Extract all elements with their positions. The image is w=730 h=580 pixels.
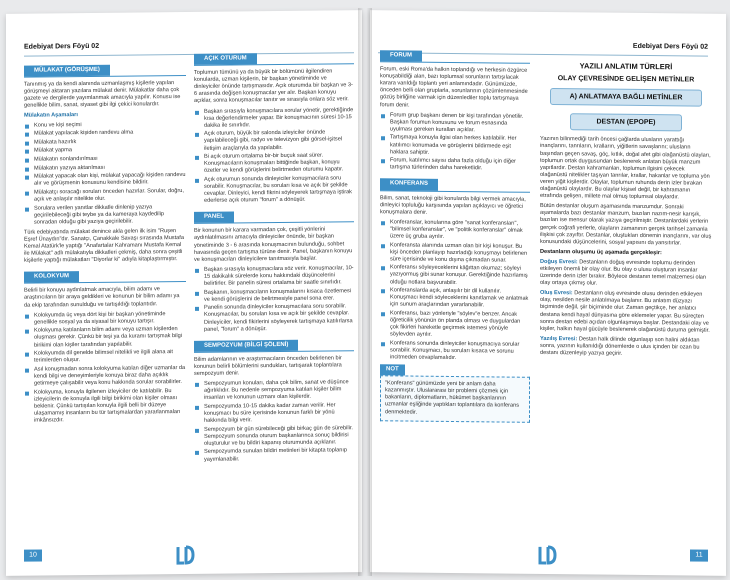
list-item: Tartışmaya konuyla ilgisi olan herkes katılabilir. Her katılımcı konumada ve görüşlerini bildirmede eşit haklara sahiptir. <box>380 135 530 158</box>
stage-3 <box>540 336 712 359</box>
list-item: Konferans sonunda dinleyiciler konuşmacıya sorular sorabilir. Konuşmacı, bu soruları kısaca ve sorunu incitmeden cevaplamalıdır. <box>380 340 530 363</box>
list-item: Sempozyumda sunulan bildiri metinleri bir kitapta toplanıp yayımlanabilir. <box>194 448 354 464</box>
section-tab-mulakat: MÜLAKAT (GÖRÜŞME) <box>24 65 110 77</box>
list-item: Kolokyuma, konuyla ilgilenen izleyiciler de katılabilir. Bu izleyicilerin de konuyla ilgili bilgi birikimi olan kişiler olması beklenir. Çünkü tartışılan konuyla ilgili belli bir düzeye ulaşamamış insanların bu tür tartışmalardan yararlanmaları imkânsızdır. <box>24 388 186 425</box>
note-text: "Konferans" günümüzde yeni bir anlam daha kazanmıştır. Uluslararası bir problemi çözmek için bakanların, diplomatların, hükümet başkanlarının uzmanlar eşliğinde yaptıkları toplantılara da konferans denmektedir. <box>385 380 520 416</box>
forum-intro: Forum, eski Roma'da halkın toplandığı ve herkesin özgürce konuşabildiği alan, bazı toplumsal sorunların tartışılacak karara varıldığı toplantı yeri anlamındadır. Günümüzde, önceden belli olan gruplarla, sorunlarının çözümlenmesinde gözüş birliğine varmak için düzenlediler toplu tartışmaya forum denir. <box>380 66 528 109</box>
stages-heading: Mülakatın Aşamaları <box>24 112 78 120</box>
list-item: Mülakat yapacak olan kişi, mülakat yapacağı kişiden randevu alır ve görüşmenin konusunu kendisine bildirir. <box>24 172 186 188</box>
list-item: Forum, katılımcı sayısı daha fazla olduğu için diğer tartışma türlerinden daha hareketlidir. <box>380 157 530 173</box>
list-item: Konferanslarda açık, anlaşılır bir dil kullanılır. Konuşmacı kendi söyleceklerini kanıtlamak ve anlatmak için sunum araçlarından yararlanabilir. <box>380 287 530 310</box>
left-column-2 <box>194 48 354 466</box>
stage-2-label: Oluş Evresi: <box>540 290 573 297</box>
left-page <box>6 10 362 576</box>
section-tab-panel: PANEL <box>194 212 234 224</box>
right-header: Edebiyat Ders Föyü 02 <box>632 42 708 51</box>
destan-pill: DESTAN (EPOPE) <box>570 114 682 132</box>
sempozyum-list <box>194 379 354 463</box>
left-header: Edebiyat Ders Föyü 02 <box>24 42 100 51</box>
book-spine <box>358 8 372 576</box>
list-item: Forum grup başkanı denen bir kişi tarafından yönetilir. Başkan forumun konusunu ve forum esnasında uyulması gereken kuralları açıklar. <box>380 112 530 135</box>
stages-heading: Destanların oluşumu üç aşamada gerçekleşir: <box>540 248 662 256</box>
panel-intro: Bir konunun bir karara varmadan çok, çeşitli yönlerini aydınlatılmasını amacıyla dinleyiciler önünde, bir başkan yönetiminde 3 - 6 arasında konuşmacının bulunduğu, sohbet havasında geçen tartışma türüne denir. Panel, başkanın konuyu ve konuşmacıları dinleyicilere tanıtmasıyla başlar. <box>194 226 353 263</box>
list-item: Sempozyumda 10-15 dakika kadar zaman verilir. Her konuşmacı bu süre içerisinde konunun farklı bir yönü hakkında bilgi verir. <box>194 402 354 425</box>
list-item: Mülakatın yazıya aktarılması <box>24 164 186 173</box>
list-item: Başkanın, konuşmacıların konuşmalarını kısaca özetlemesi ve kendi görüşlerini de belirtmesiyle panel sona erer. <box>194 288 354 304</box>
list-item: Konferansta alanında uzman olan bir kişi konuşur. Bu kişi önceden planlayıp hazırladığı konuşmayı belirlenen süre içerisinde ve konu dışına çıkmadan sunar. <box>380 242 530 265</box>
note-box <box>380 375 530 422</box>
mulakat-example: Türk edebiyatında mülakat denince akla gelen ilk isim "Ruşen Eşref Ünaydın"dır. Sanatçı, Çanakkale Savaşı sırasında Mustafa Kemal Atatürk'le yaptığı "Anafartalar Kahramanı Mustafa Kemal ile Mülakat" adlı mülakatıyla dikkatleri çekmiş, daha sonra çeşitli kişilerle yaptığı mülakatları "Diyorlar ki" adıyla kitaplaştırmıştır. <box>24 227 184 264</box>
list-item: Panelin sonunda dinleyiciler konuşmacılara soru sorabilir. Konuşmacılar, bu soruları kısa ve açık bir şekilde cevaplar. Dinleyiciler, kendi fikirlerini söyleyerek tartışmaya katılırlarsa panel, "forum" a dönüşür. <box>194 304 354 334</box>
stage-3-text: Destan halk dilinde olgunlaşıp son halini aldıktan sonra, yazının kullanıldığı dönemlerde o ulus içinden bir ozan bu destanı düzenleyip yazıya geçirir. <box>540 336 700 357</box>
panel-list <box>194 265 354 334</box>
page-number: 11 <box>690 549 708 561</box>
page-number: 10 <box>24 549 42 561</box>
list-item: Başkan sırasıyla konuşmacılara sorular yönetir, gerektiğinde kısa değerlendirmeler yapar. Bir konuşmacının süresi 10-15 dakika ile sınırlıdır. <box>194 107 354 130</box>
section-tab-sempozyum: SEMPOZYUM (BİLGİ ŞÖLENİ) <box>194 339 298 351</box>
list-item: Kolokyumda dil genelde bilimsel nitelikli ve ilgili alana ait terimlerden oluşur. <box>24 349 186 365</box>
right-page <box>370 10 726 576</box>
right-column-2 <box>540 62 712 362</box>
section-rule <box>380 190 530 193</box>
page-title: YAZILI ANLATIM TÜRLERİ <box>579 61 673 72</box>
section-pill: A) ANLATMAYA BAĞLI METİNLER <box>550 88 702 107</box>
konferans-list <box>380 219 530 363</box>
acik-oturum-intro: Toplumun tümünü ya da büyük bir bölümünü ilgilendiren konularda, uzman kişilerin, bir başkan yönetiminde ve dinleyiciler önünde tartışmasıdır. Açık oturumda bir başkan ve 3-6 arasında değişen konuşmacılar yer alır. Başkan konuyu açıklar, sonra konuşmacılar tanıtır ve sırasıyla onlara söz verir. <box>194 68 353 105</box>
list-item: Bi açık oturum ortalama bir-bir buçuk saat sürer. Konuşmacıların konuşmaları bittiğinde başkan, konuyu özetler ve kendi görüşlerini belirtmeden oturumu kapatır. <box>194 152 354 175</box>
section-rule <box>380 61 530 64</box>
kolokyum-intro: Belirli bir konuyu aydınlatmak amacıyla, bilim adamı ve araştırıcıların bir araya geldikleri ve konunun bir bilim adamı ya da ekip tarafından sunulduğu ve tartışıldığı toplantıdır. <box>24 286 180 309</box>
section-tab-acik-oturum: AÇIK OTURUM <box>194 53 257 65</box>
list-item: Mülakata hazırlık <box>24 138 186 147</box>
list-item: Mülakatçı soracağı soruları önceden hazırlar. Sorular, doğru, açık ve anlaşılır nitelikte olur. <box>24 188 186 204</box>
mulakat-intro: Tanınmış ya da kendi alanında uzmanlaşmış kişilerle yapılan görüşmeyi aktaran yazılara mülakat denir. Mülakatlar daha çok gazete ve dergilerde yayımlanmak amacıyla yapılır. Konusu ise genellikle bilim, sanat, siyaset gibi ilgi çekici konulardır. <box>24 80 181 110</box>
stage-1 <box>540 259 712 289</box>
publisher-logo-icon <box>536 544 558 566</box>
list-item: Mülakat yapma <box>24 146 186 155</box>
forum-list <box>380 112 530 173</box>
list-item: Kolokyumda üç veya dört kişi bir başkan yönetiminde genellikle sosyal ya da siyasal bir konuyu tartışır. <box>24 311 186 327</box>
destan-paragraph-2: Bütün destanlar oluşum aşamasında manzumdur. Sonraki aşamalarda bazı destanlar manzum, bazıları nazım-nesir karışık, bazıları ise mensur olarak yazıya geçirilmiştir. Destanlardaki yerlerin gerçek coğrafi yerlerle, olayların zamanının gerçek tarihsel zamanla ilişkisi çok zayıftır. Destanlar, oluştukları dönemin inançlarını, var oluş konusundaki düşüncelerini, sosyal yapısını da yansıtırlar. <box>540 203 712 247</box>
stage-1-text: Destanların doğuş evresinde toplumu derinden etkileyen önemli bir olay olur. Bu olay o ulusu oluşturan insanlar üzerinde derin izler bırakır. Böylece destanın temel malzemesi olan olay ortaya çıkmış olur. <box>540 259 707 287</box>
list-item: Başkan sırasıyla konuşmacılara söz verir. Konuşmacılar, 10-15 dakikalık sürelerde konu hakkındaki düşüncelerini belirtirler. Bir panelin süresi ortalama bir saatle sınırlıdır. <box>194 265 354 288</box>
section-tab-forum: FORUM <box>380 50 422 62</box>
publisher-logo-icon <box>174 544 196 566</box>
section-tab-konferans: KONFERANS <box>380 179 438 191</box>
list-item: Sempozyumun konuları, daha çok bilim, sanat ve düşünce ağırlıklıdır. Bu nedenle sempozyuma katılan kişiler bilim insanları ve konunun uzmanı olan kişilerdir. <box>194 379 354 402</box>
section-tab-kolokyum: KOLOKYUM <box>24 271 79 283</box>
sempozyum-intro: Bilim adamlarının ve araştırmacıların önceden belirlenen bir konunun belirli bölümlerini sundukları, tartışarak toplantılara sempozyum denir. <box>194 355 342 377</box>
list-item: Sempozyum bir gün sürebileceği gibi birkaç gün de sürebilir. Sempozyum sonunda oturum başkanlarınca sonuç bildirisi oluşturulur ve bu bildiri kapanış oturumunda açıklanır. <box>194 425 354 448</box>
right-column-1 <box>380 46 530 422</box>
stages-list <box>24 121 186 227</box>
stage-2 <box>540 290 712 334</box>
stage-3-label: Yazılış Evresi: <box>540 335 578 343</box>
left-column-1 <box>24 60 186 428</box>
list-item: Açık oturumun sonunda dinleyiciler konuşmacılara soru sorabilir. Konuşmacılar, bu soruları kısa ve açık bir şekilde cevaplar. Dinleyici, kendi fikrini söyleyerek tartışmaya iştirak ederlerse açık oturum "forum" a dönüşür. <box>194 175 354 205</box>
list-item: Konferanslar, konularına göre "sanat konferansları", "bilimsel konferanslar", ve "politik konferanslar" olmak üzere üç gruba ayrılır. <box>380 219 530 242</box>
konferans-intro: Bilim, sanat, teknoloji gibi konularda bilgi vermek amacıyla, dinleyici topluluğu karşısında yapılan açıklayıcı ve öğretici konuşmalara denir. <box>380 194 526 216</box>
list-item: Kolokyuma katılanların bilim adamı veya uzman kişilerden oluşması gerekir. Çünkü bir teşi ya da kuramı tartışmak bilgi birikimi olan kişiler tarafından yapılabilir. <box>24 326 186 349</box>
list-item: Konferansı, bazı yönleriyle "söylev"e benzer. Ancak öğreticilik yönünün ön planda olması ve duygulardan çok fikirleri hareketle geçirmek istemesi yönüyle söylevden ayrılır. <box>380 310 530 340</box>
list-item: Açık oturum, büyük bir salonda izleyiciler önünde yapılabileceği gibi, radyo ve televizyon gibi görsel-işitsel iletişim araçlarıyla da yapılabilir. <box>194 130 354 153</box>
list-item: Konu ve kişi seçimi <box>24 121 186 130</box>
stage-1-label: Doğuş Evresi: <box>540 258 578 266</box>
list-item: Konferansı söyleyeceklerini kâğıttan okumaz; söyleyi yazıyormuş gibi sunar konuşur. Gerektiğinde hazırlamış olduğu notlara başvurabilir. <box>380 265 530 288</box>
list-item: Mülakat yapılacak kişiden randevu alma <box>24 129 186 138</box>
page-subtitle: OLAY ÇEVRESİNDE GELİŞEN METİNLER <box>557 75 695 84</box>
list-item: Asıl konuşmadan sonra kolokyuma katılan diğer uzmanlar da kendi bilgi ve deneyimleriyle konuya biraz daha açıklık getirmeye çalışabilir veya konu hakkında sorular sorabilirler. <box>24 365 186 388</box>
stage-2-text: Destanların oluş evresinde olusu derinden etkileyen olay, nesilden nesile anlatılmaya başlanır. Bu anlatım düzyazı biçiminde değil, şiir biçiminde olur. Zaman geçtikçe, her anlatıcı destana kendi hayal dünyasına göre eklemeler yapar. Bu süreçten sonra destan edebi açıdan olgunlaşmaya başlar. Destandaki olay ve kişiler, halkın hayal gücüyle beslenerek olağanüstü duruma gelmiştir. <box>540 290 710 334</box>
list-item: Sorulara verilen yanıtlar dikkatle dinlenip yazıya geçirilebileceği gibi teybe ya da kameraya kaydedilip sonradan olduğu gibi yazıya geçirilebilir. <box>24 203 186 226</box>
kolokyum-list <box>24 311 186 425</box>
note-label: NOT <box>380 364 405 375</box>
acik-oturum-list <box>194 107 354 205</box>
list-item: Mülakatın sonlandırılması <box>24 155 186 164</box>
destan-paragraph-1: Yazının bilinmediği tarih öncesi çağlarda ulusların yarattığı inançlarını, tanrıların, kralların, yiğitlerin savaşlarını; ulusların başından geçen savaş, göç, kıtlık, doğal afet gibi olağanüstü olayları, toplumun ortak duygusundan beslenerek anlatan büyük manzum yapıtlardır. Destan kahramanları, toplumun ilgisini çekecek olağanüstü nitelikler taşıyan tanrılar, krallar, hakanlar ve topluma yön veren yiğit kişilerdir. Olaylar, toplumun ruhunda derin izler bırakan olağanüstü olaylardır. Bu olaylar kişisel değil, bir kahramanın etrafında gelişen, millete mal olmuş toplumsal olaylardır. <box>540 136 711 201</box>
